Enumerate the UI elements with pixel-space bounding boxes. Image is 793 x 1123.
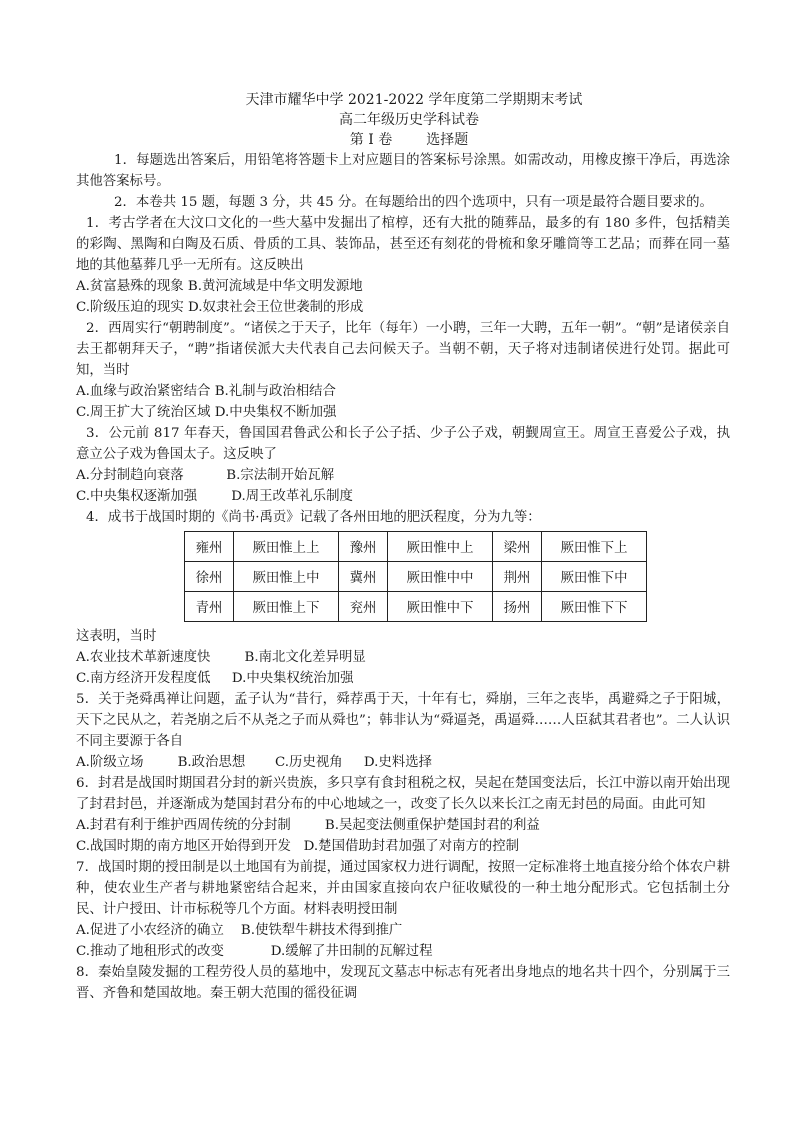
question-1-stem: 1．考古学者在大汶口文化的一些大墓中发掘出了棺椁，还有大批的随葬品，最多的有 180 多件，包括精美的彩陶、黑陶和白陶及石质、骨质的工具、装饰品，甚至还有刻花的骨梳和象牙雕筒等工艺品；而葬在同一墓地的其他墓葬几乎一无所有。这反映出 (76, 216, 730, 273)
section-type-label: 选择题 (426, 132, 469, 148)
question-5-stem: 5．关于尧舜禹禅让问题，孟子认为“昔行，舜荐禹于天，十年有七，舜崩，三年之丧毕，禹避舜之子于阳城，天下之民从之，若尧崩之后不从尧之子而从舜也”；韩非认为“舜逼尧，禹逼舜……人臣弑其君者也”。二人认识不同主要源于各自 (76, 692, 730, 749)
table-cell: 冀州 (339, 562, 388, 592)
question-4-stem: 4．成书于战国时期的《尚书·禹贡》记载了各州田地的肥沃程度，分为九等： (86, 510, 541, 525)
option-a: A.促进了小农经济的确立 (76, 923, 224, 938)
question-6-options-cd (76, 836, 730, 857)
option-d: D.中央集权统治加强 (231, 671, 354, 686)
option-b: B.南北文化差异明显 (244, 650, 366, 665)
option-d: D.史料选择 (363, 755, 432, 770)
question-4-lead: 这表明，当时 (76, 629, 157, 644)
table-cell: 兖州 (339, 592, 388, 622)
question-5-options (76, 752, 730, 773)
option-b: B.使铁犁牛耕技术得到推广 (240, 923, 403, 938)
option-d: D.周王改革礼乐制度 (231, 489, 353, 504)
instruction-2: 2．本卷共 15 题，每题 3 分，共 45 分。在每题给出的四个选项中，只有一项是最符合题目要求的。 (114, 195, 713, 210)
table-cell: 厥田惟中上 (388, 532, 493, 562)
instruction-1: 1．每题选出答案后，用铅笔将答题卡上对应题目的答案标号涂黑。如需改动，用橡皮擦干净后，再选涂其他答案标号。 (76, 153, 730, 189)
question-6-options-ab (76, 815, 730, 836)
question-4-options-ab (76, 647, 730, 668)
option-a: A.阶级立场 (76, 755, 144, 770)
table-cell: 厥田惟中下 (388, 592, 493, 622)
option-c: C.南方经济开发程度低 (76, 671, 211, 686)
soil-grade-table (184, 531, 647, 622)
option-d: D.缓解了井田制的瓦解过程 (270, 944, 433, 959)
question-2-options-ab: A.血缘与政治紧密结合 B.礼制与政治相结合 (76, 384, 336, 399)
option-c: C.战国时期的南方地区开始得到开发 (76, 839, 291, 854)
table-cell: 厥田惟下上 (542, 532, 647, 562)
option-c: C.历史视角 (275, 755, 343, 770)
option-b: B.吴起变法侧重保护楚国封君的利益 (324, 818, 540, 833)
question-7-options-cd (76, 941, 730, 962)
question-6-stem: 6．封君是战国时期国君分封的新兴贵族，多只享有食封租税之权，吴起在楚国变法后，长江中游以南开始出现了封君封邑，并逐渐成为楚国封君分布的中心地域之一，改变了长久以来长江之南无封邑的局面。由此可知 (76, 776, 730, 812)
option-a: A.农业技术革新速度快 (76, 650, 211, 665)
table-row (185, 592, 647, 622)
section-heading (76, 130, 730, 150)
option-b: B.宗法制开始瓦解 (226, 468, 335, 483)
table-row (185, 532, 647, 562)
question-8-stem: 8．秦始皇陵发掘的工程劳役人员的墓地中，发现瓦文墓志中标志有死者出身地点的地名共十四个，分别属于三晋、齐鲁和楚国故地。秦王朝大范围的徭役征调 (76, 965, 730, 1001)
table-cell: 厥田惟上中 (234, 562, 339, 592)
table-cell: 厥田惟下下 (542, 592, 647, 622)
option-d: D.楚国借助封君加强了对南方的控制 (303, 839, 520, 854)
question-1-options-cd: C.阶级压迫的现实 D.奴隶社会王位世袭制的形成 (76, 300, 364, 315)
question-1-options-ab: A.贫富悬殊的现象 B.黄河流域是中华文明发源地 (76, 279, 363, 294)
question-2-stem: 2．西周实行“朝聘制度”。“诸侯之于天子，比年（每年）一小聘，三年一大聘，五年一朝”。“朝”是诸侯亲自去王都朝拜天子，“聘”指诸侯派大夫代表自己去问候天子。当朝不朝，天子将对违制诸侯进行处罚。据此可知，当时 (76, 321, 730, 378)
table-cell: 雍州 (185, 532, 234, 562)
question-2-options-cd: C.周王扩大了统治区域 D.中央集权不断加强 (76, 405, 337, 420)
question-7-options-ab (76, 920, 730, 941)
option-c: C.中央集权逐渐加强 (76, 489, 198, 504)
table-cell: 扬州 (493, 592, 542, 622)
option-c: C.推动了地租形式的改变 (76, 944, 224, 959)
question-3-options-cd (76, 486, 730, 507)
table-cell: 厥田惟上下 (234, 592, 339, 622)
table-cell: 青州 (185, 592, 234, 622)
table-cell: 梁州 (493, 532, 542, 562)
question-3-options-ab (76, 465, 730, 486)
table-cell: 豫州 (339, 532, 388, 562)
table-cell: 徐州 (185, 562, 234, 592)
table-cell: 厥田惟下中 (542, 562, 647, 592)
exam-title: 天津市耀华中学 2021-2022 学年度第二学期期末考试 (245, 92, 583, 108)
table-cell: 荆州 (493, 562, 542, 592)
question-3-stem: 3．公元前 817 年春天，鲁国国君鲁武公和长子公子括、少子公子戏，朝觐周宣王。周宣王喜爱公子戏，执意立公子戏为鲁国太子。这反映了 (76, 426, 730, 462)
option-b: B.政治思想 (177, 755, 246, 770)
question-4-options-cd (76, 668, 730, 689)
table-cell: 厥田惟中中 (388, 562, 493, 592)
exam-content (76, 90, 730, 1004)
table-row (185, 562, 647, 592)
option-a: A.封君有利于维护西周传统的分封制 (76, 818, 291, 833)
option-a: A.分封制趋向衰落 (76, 468, 184, 483)
section-part-label: 第 I 卷 (349, 132, 393, 148)
question-7-stem: 7．战国时期的授田制是以土地国有为前提，通过国家权力进行调配，按照一定标准将土地直接分给个体农户耕种，使农业生产者与耕地紧密结合起来，并由国家直接向农户征收赋役的一种土地分配形式。它包括制土分民、计户授田、计市标税等几个方面。材料表明授田制 (76, 860, 730, 917)
exam-subtitle: 高二年级历史学科试卷 (339, 112, 479, 128)
table-cell: 厥田惟上上 (234, 532, 339, 562)
